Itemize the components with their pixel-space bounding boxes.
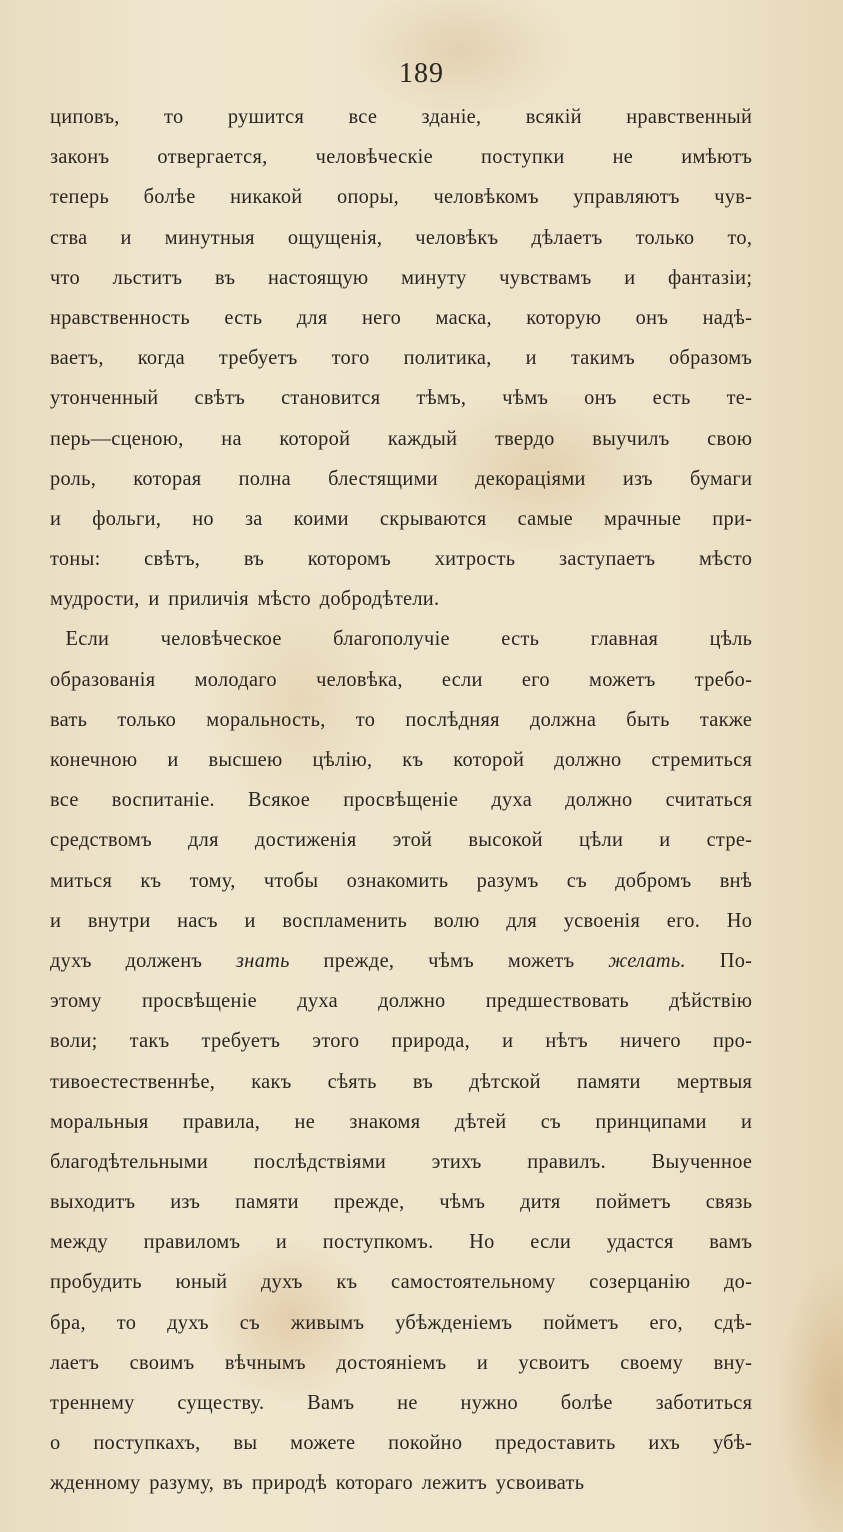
- text-line: нравственность есть для него маска, которую онъ надѣ-: [50, 304, 753, 329]
- text-line: бра, то духъ съ живымъ убѣжденіемъ пойметъ его, сдѣ-: [50, 1309, 753, 1334]
- text-line: воли; такъ требуетъ этого природа, и нѣтъ ничего про-: [50, 1028, 753, 1053]
- text-line: роль, которая полна блестящими декораціями изъ бумаги: [50, 465, 753, 490]
- text-line: что льститъ въ настоящую минуту чувствамъ и фантазіи;: [50, 264, 753, 289]
- text-line: миться къ тому, чтобы ознакомить разумъ съ добромъ внѣ: [50, 867, 753, 892]
- text-line: ства и минутныя ощущенія, человѣкъ дѣлаетъ только то,: [50, 224, 753, 249]
- text-line: Если человѣческое благополучіе есть главная цѣль: [65, 626, 753, 651]
- text-line: жденному разуму, въ природѣ котораго лежитъ усвоивать: [50, 1470, 585, 1495]
- text-line: вать только моральность, то послѣдняя должна быть также: [50, 706, 753, 731]
- text-line: образованія молодаго человѣка, если его можетъ требо-: [50, 666, 753, 691]
- text-line: моральныя правила, не знакомя дѣтей съ принципами и: [50, 1108, 753, 1133]
- text-line: треннему существу. Вамъ не нужно болѣе заботиться: [50, 1390, 753, 1414]
- text-line: законъ отвергается, человѣческіе поступки не имѣютъ: [50, 144, 753, 169]
- text-line: теперь болѣе никакой опоры, человѣкомъ управляютъ чув-: [50, 184, 753, 209]
- text-line: все воспитаніе. Всякое просвѣщеніе духа должно считаться: [50, 787, 753, 812]
- text-line: между правиломъ и поступкомъ. Но если удастся вамъ: [50, 1229, 753, 1254]
- text-line: и фольги, но за коими скрываются самые мрачные при-: [50, 505, 753, 530]
- body-text: [50, 96, 774, 1503]
- text-line: тоны: свѣтъ, въ которомъ хитрость заступаетъ мѣсто: [50, 546, 753, 571]
- text-line: ваетъ, когда требуетъ того политика, и такимъ образомъ: [50, 345, 753, 370]
- text-line: благодѣтельными послѣдствіями этихъ правилъ. Выученное: [50, 1148, 753, 1173]
- text-line: циповъ, то рушится все зданіе, всякій нравственный: [50, 104, 753, 128]
- text-line: утонченный свѣтъ становится тѣмъ, чѣмъ онъ есть те-: [50, 385, 753, 410]
- text-line: пробудить юный духъ къ самостоятельному созерцанію до-: [50, 1269, 753, 1294]
- text-line: выходитъ изъ памяти прежде, чѣмъ дитя пойметъ связь: [50, 1189, 753, 1214]
- text-line: и внутри насъ и воспламенить волю для усвоенія его. Но: [50, 907, 753, 932]
- text-line: перь—сценою, на которой каждый твердо выучилъ свою: [50, 425, 753, 450]
- text-line: лаетъ своимъ вѣчнымъ достояніемъ и усвоитъ своему вну-: [50, 1349, 753, 1374]
- text-line: о поступкахъ, вы можете покойно предоставить ихъ убѣ-: [50, 1430, 753, 1455]
- text-line: тивоестественнѣе, какъ сѣять въ дѣтской памяти мертвыя: [50, 1068, 753, 1093]
- page-number: 189: [399, 58, 444, 89]
- text-line: конечною и высшею цѣлію, къ которой должно стремиться: [50, 747, 753, 771]
- text-line: средствомъ для достиженія этой высокой цѣли и стре-: [50, 827, 753, 852]
- text-line: мудрости, и приличія мѣсто добродѣтели.: [50, 586, 440, 611]
- text-line: духъ долженъ знать прежде, чѣмъ можетъ желать. По-: [50, 947, 753, 972]
- text-line: этому просвѣщеніе духа должно предшествовать дѣйствію: [50, 988, 753, 1013]
